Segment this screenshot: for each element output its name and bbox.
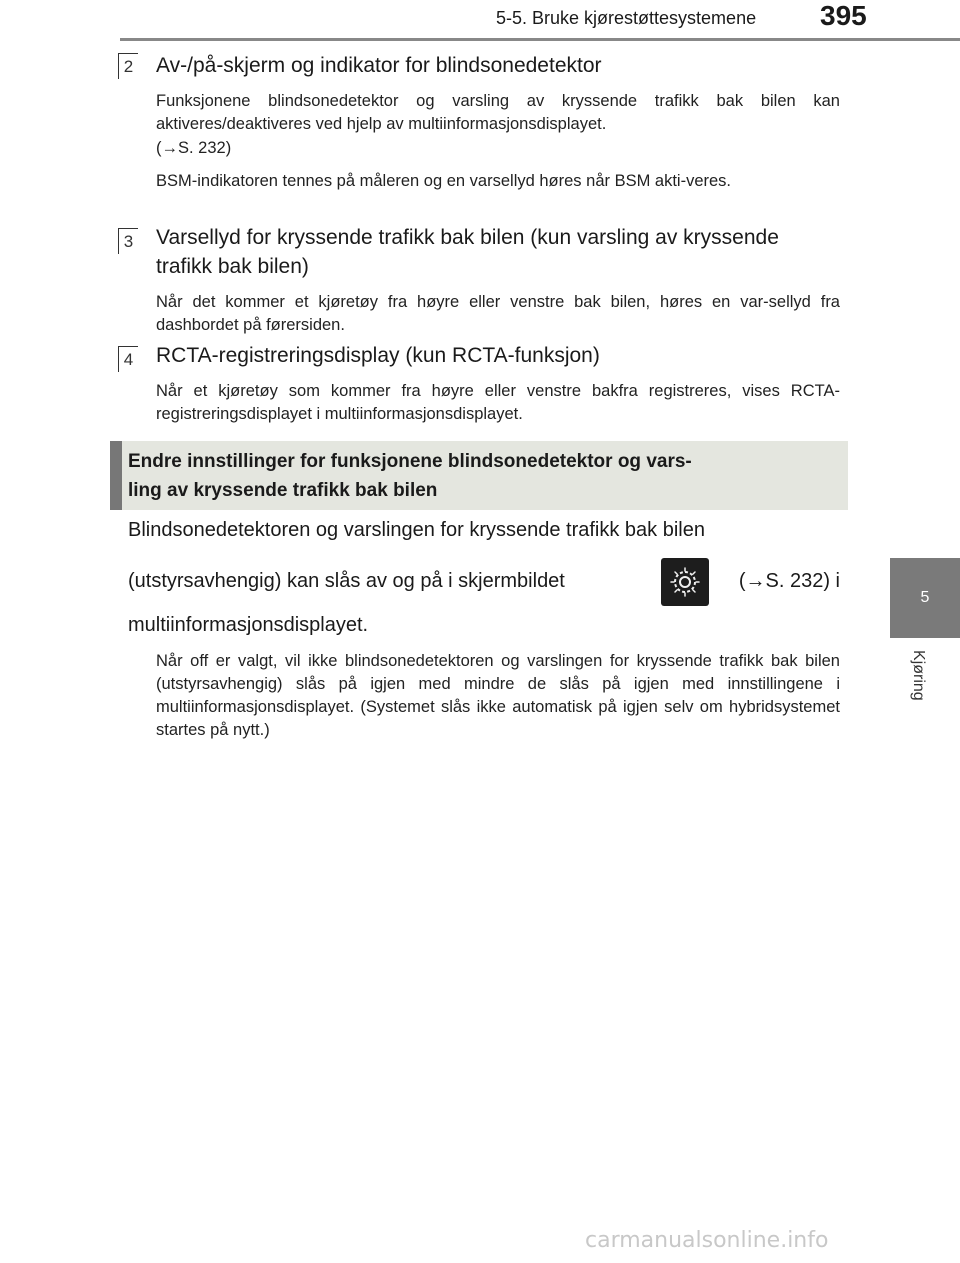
item-heading-continued: trafikk bak bilen): [156, 255, 309, 278]
item-paragraph: Når det kommer et kjøretøy fra høyre eller venstre bak bilen, høres en var-sellyd fra dashbordet på førersiden.: [156, 293, 840, 334]
header-section-title: 5-5. Bruke kjørestøttesystemene: [496, 8, 757, 28]
header-rule: [120, 38, 960, 41]
item-number-badge: 2: [118, 53, 138, 79]
page-number: 395: [820, 0, 867, 31]
section-title-line1: Endre innstillinger for funksjonene blindsonedetektor og vars-: [128, 451, 692, 472]
chapter-label: Kjøring: [910, 650, 927, 701]
settings-gear-button[interactable]: [661, 558, 709, 606]
item-heading: RCTA-registreringsdisplay (kun RCTA-funksjon): [156, 344, 600, 367]
item-heading: Av-/på-skjerm og indikator for blindsonedetektor: [156, 54, 602, 77]
settings-page-reference-link[interactable]: (→S. 232) i: [738, 570, 840, 592]
item-paragraph: Funksjonene blindsonedetektor og varsling av kryssende trafikk bak bilen kan aktiveres/deaktiveres ved hjelp av multiinformasjonsdisplayet.: [156, 92, 840, 133]
page-reference-link[interactable]: (→S. 232): [156, 139, 232, 157]
item-number-badge: 4: [118, 346, 138, 372]
item-number-badge: 3: [118, 228, 138, 254]
watermark: carmanualsonline.info: [585, 1228, 829, 1253]
item-heading: Varsellyd for kryssende trafikk bak bilen (kun varsling av kryssende: [156, 226, 779, 249]
section-title-line2: ling av kryssende trafikk bak bilen: [128, 480, 438, 501]
section-accent-bar: [110, 441, 122, 510]
chapter-tab[interactable]: [890, 558, 960, 638]
item-paragraph: BSM-indikatoren tennes på måleren og en varsellyd høres når BSM akti-veres.: [156, 172, 732, 190]
settings-line-1: Blindsonedetektoren og varslingen for kryssende trafikk bak bilen: [128, 519, 705, 541]
item-paragraph: Når et kjøretøy som kommer fra høyre eller venstre bakfra registreres, vises RCTA-registreringsdisplayet i multiinformasjonsdisplayet.: [156, 382, 840, 423]
section-heading-box: [110, 441, 848, 510]
settings-note: Når off er valgt, vil ikke blindsonedetektoren og varslingen for kryssende trafikk bak bilen (utstyrsavhengig) slås på igjen med mindre de slås på igjen med innstillingene i multiinformasjonsdisplayet. (Systemet slås ikke automatisk på igjen selv om hybridsystemet startes på nytt.): [156, 652, 840, 739]
settings-line-3: multiinformasjonsdisplayet.: [128, 614, 369, 636]
settings-gear-icon: [668, 565, 702, 599]
settings-line-2-start: (utstyrsavhengig) kan slås av og på i skjermbildet: [128, 570, 565, 592]
chapter-number: 5: [920, 589, 930, 606]
